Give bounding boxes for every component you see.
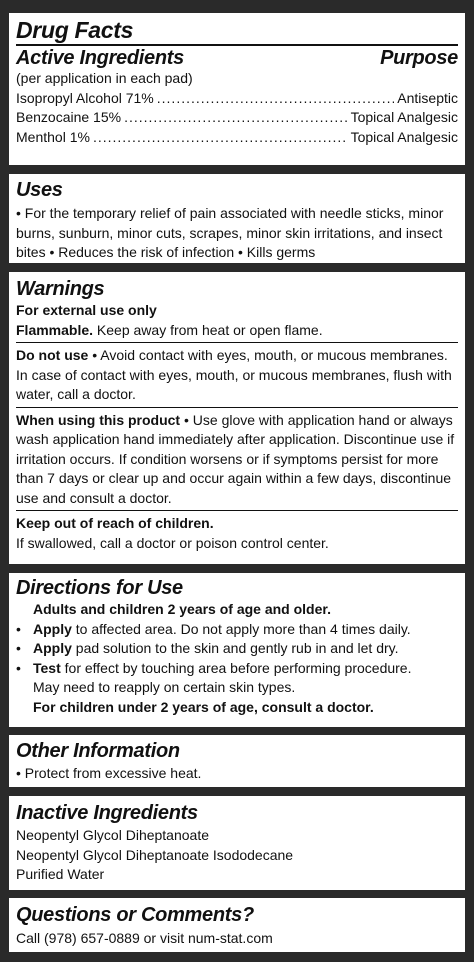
warnings-section	[9, 272, 465, 564]
other-information-section	[9, 735, 465, 787]
active-ingredients-heading: Active Ingredients	[16, 47, 184, 69]
active-ingredient-row: Menthol 1% ..... Topical Analgesic	[16, 128, 458, 148]
directions-intro: Adults and children 2 years of age and older.	[33, 601, 331, 617]
questions-contact-text: Call (978) 657-0889 or visit num-stat.com	[16, 930, 273, 946]
keep-out-of-reach-text: Keep out of reach of children.	[16, 515, 214, 531]
inactive-ingredients-section	[9, 796, 465, 890]
uses-section	[9, 174, 465, 263]
inactive-ingredients-heading: Inactive Ingredients	[16, 802, 198, 824]
active-ingredient-row: Benzocaine 15% ..... Topical Analgesic	[16, 108, 458, 128]
directions-note: May need to reapply on certain skin types.	[33, 679, 296, 695]
questions-section	[9, 898, 465, 952]
inactive-ingredient: Neopentyl Glycol Diheptanoate	[16, 827, 210, 843]
flammable-text: Flammable. Keep away from heat or open flame.	[16, 321, 323, 338]
active-note: (per application in each pad)	[16, 70, 193, 86]
uses-heading: Uses	[16, 179, 63, 201]
directions-item: • Apply pad solution to the skin and gently rub in and let dry.	[16, 640, 399, 656]
purpose-heading: Purpose	[380, 47, 458, 69]
warnings-heading: Warnings	[16, 278, 105, 300]
directions-heading: Directions for Use	[16, 577, 183, 599]
active-ingredients-section	[9, 13, 465, 165]
do-not-use-text: Do not use • Avoid contact with eyes, mouth, or mucous membranes. In case of contact with eyes, mouth, or mucous membranes, flush with water, call a doctor.	[16, 347, 452, 402]
other-information-heading: Other Information	[16, 740, 180, 762]
directions-children: For children under 2 years of age, consult a doctor.	[33, 698, 374, 715]
questions-heading: Questions or Comments?	[16, 904, 254, 926]
directions-item: • Apply to affected area. Do not apply more than 4 times daily.	[16, 620, 411, 637]
if-swallowed-text: If swallowed, call a doctor or poison control center.	[16, 534, 329, 551]
external-use-text: For external use only	[16, 302, 157, 318]
directions-section	[9, 573, 465, 727]
inactive-ingredient: Neopentyl Glycol Diheptanoate Isododecane	[16, 846, 294, 863]
when-using-text: When using this product • Use glove with application hand or always wash application hand immediately after application. Discontinue use if irritation occurs. If condition worsens or if symptoms persist for more than 7 days or clear up and occur again within a few days, discontinue use and consult a doctor.	[16, 411, 455, 506]
directions-item: • Test for effect by touching area before performing procedure.	[16, 659, 412, 676]
inactive-ingredient: Purified Water	[16, 866, 105, 882]
label-title: Drug Facts	[16, 17, 134, 43]
other-information-text: • Protect from excessive heat.	[16, 765, 202, 781]
uses-text: • For the temporary relief of pain associated with needle sticks, minor burns, sunburn, minor cuts, scrapes, minor skin irritations, and insect bites • Reduces the risk of infection • Kills germs	[16, 205, 444, 260]
active-ingredient-row: Isopropyl Alcohol 71% ..... Antiseptic	[16, 89, 458, 109]
